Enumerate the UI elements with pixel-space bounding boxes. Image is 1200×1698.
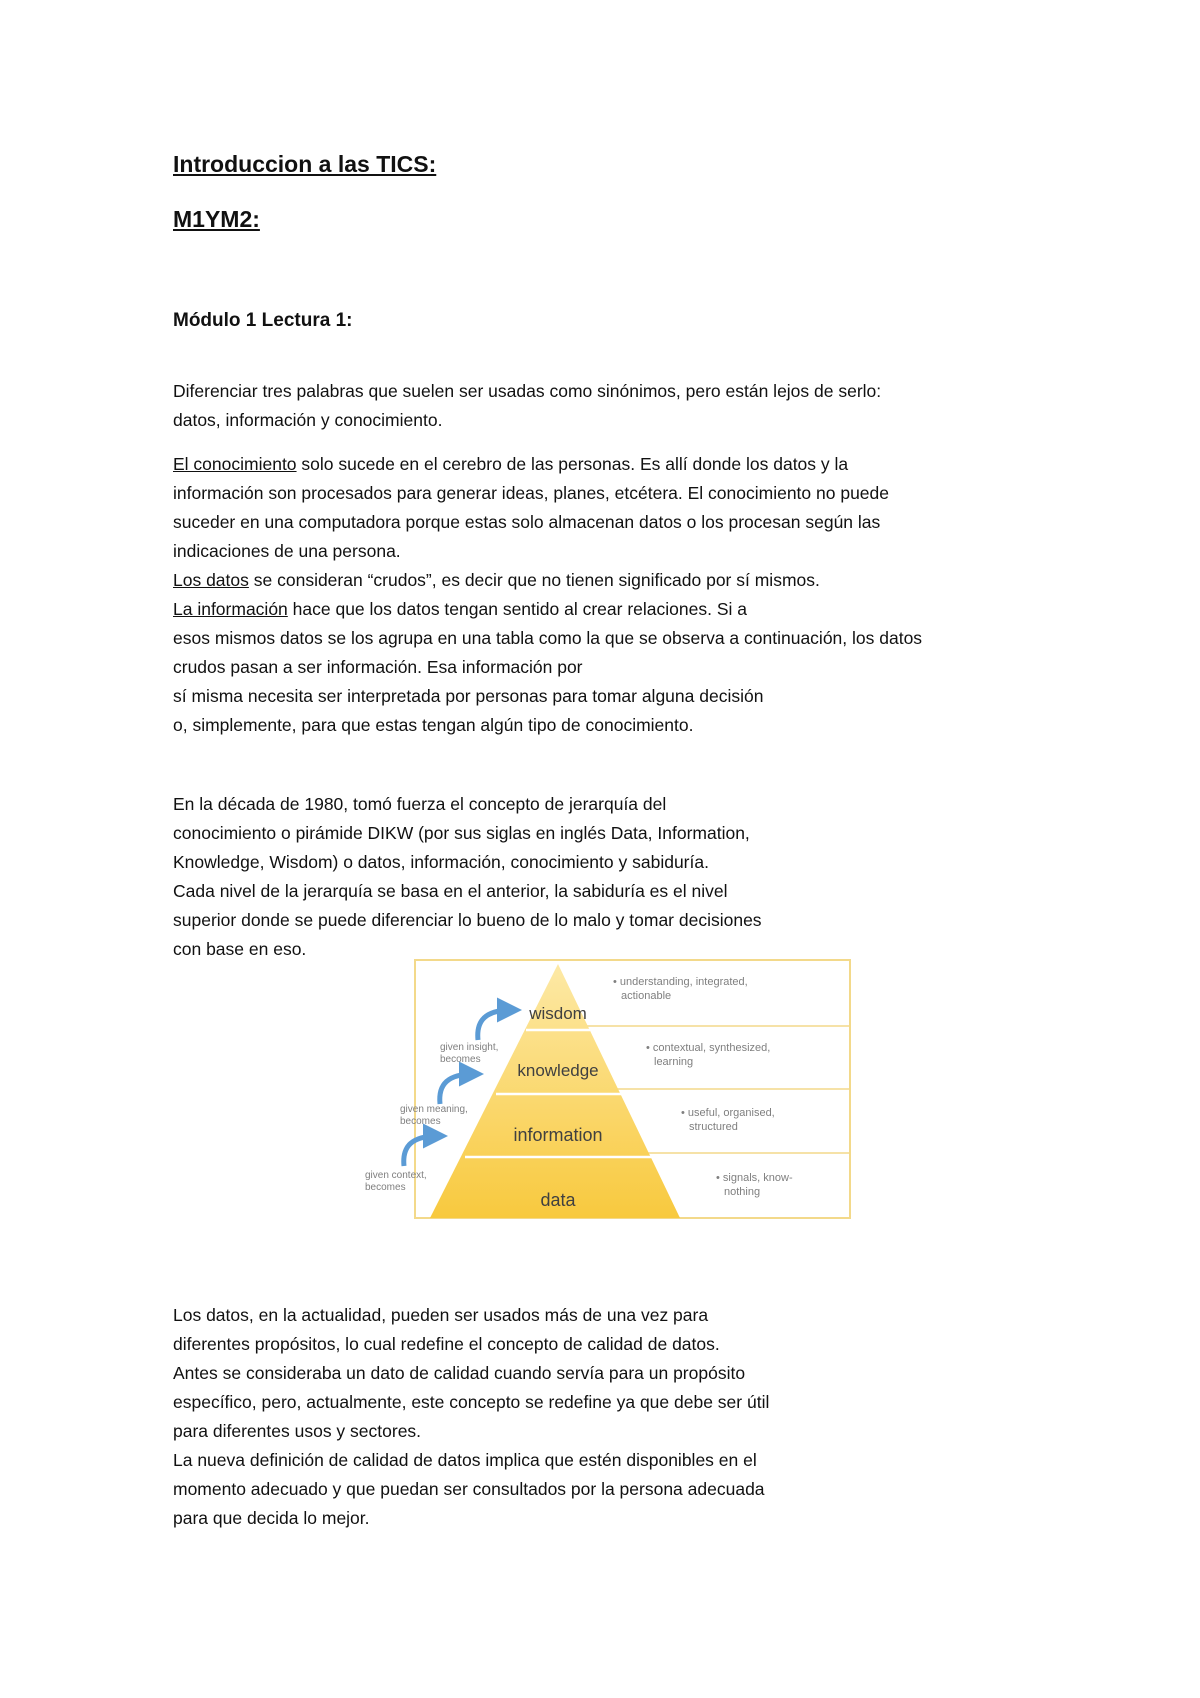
definitions-paragraph [173, 450, 1073, 740]
pyramid-shape [430, 964, 680, 1218]
level-label-knowledge: knowledge [517, 1061, 599, 1080]
text-line: para que decida lo mejor. [173, 1508, 370, 1528]
text-line: diferentes propósitos, lo cual redefine el concepto de calidad de datos. [173, 1334, 720, 1354]
text-line: Knowledge, Wisdom) o datos, información, conocimiento y sabiduría. [173, 852, 709, 872]
text-line: Los datos, en la actualidad, pueden ser usados más de una vez para [173, 1305, 709, 1325]
arrow-icon [478, 1010, 512, 1040]
text-line: esos mismos datos se los agrupa en una tabla como la que se observa a continuación, los datos [173, 628, 923, 648]
text-line: En la década de 1980, tomó fuerza el concepto de jerarquía del [173, 794, 667, 814]
text-line: Diferenciar tres palabras que suelen ser usadas como sinónimos, pero están lejos de serlo: [173, 381, 882, 401]
level-note-knowledge: learning [654, 1056, 694, 1068]
level-note-wisdom: • understanding, integrated, [613, 976, 748, 988]
quality-paragraph [173, 1301, 1073, 1533]
text-line: indicaciones de una persona. [173, 541, 401, 561]
transition-label: given meaning, [400, 1104, 468, 1115]
level-note-information: structured [689, 1121, 738, 1133]
text-line: La nueva definición de calidad de datos implica que estén disponibles en el [173, 1450, 757, 1470]
level-label-wisdom: wisdom [529, 1004, 587, 1023]
dikw-pyramid-figure [360, 958, 860, 1222]
transition-label: becomes [365, 1182, 406, 1193]
definition-conocimiento [173, 450, 1073, 479]
level-note-knowledge: • contextual, synthesized, [646, 1042, 771, 1054]
text-line: crudos pasan a ser información. Esa información por [173, 657, 583, 677]
text-line: para diferentes usos y sectores. [173, 1421, 422, 1441]
document-title: Introduccion a las TICS: [173, 151, 437, 177]
level-label-data: data [540, 1190, 576, 1210]
text-line: información son procesados para generar ideas, planes, etcétera. El conocimiento no puede [173, 483, 889, 503]
text-span: solo sucede en el cerebro de las personas. Es allí donde los datos y la [296, 454, 849, 474]
transition-label: given insight, [440, 1042, 499, 1053]
text-line: Cada nivel de la jerarquía se basa en el anterior, la sabiduría es el nivel [173, 881, 728, 901]
arrow-icon [440, 1074, 474, 1104]
text-line: momento adecuado y que puedan ser consultados por la persona adecuada [173, 1479, 765, 1499]
text-line: Antes se consideraba un dato de calidad cuando servía para un propósito [173, 1363, 746, 1383]
level-note-information: • useful, organised, [681, 1107, 775, 1119]
text-line: suceder en una computadora porque estas solo almacenan datos o los procesan según las [173, 512, 881, 532]
term-conocimiento: El conocimiento [173, 454, 297, 474]
transition-label: given context, [365, 1170, 427, 1181]
dikw-paragraph [173, 790, 1073, 964]
level-note-wisdom: actionable [621, 990, 672, 1002]
transition-label: becomes [400, 1116, 441, 1127]
text-line: conocimiento o pirámide DIKW (por sus siglas en inglés Data, Information, [173, 823, 750, 843]
document-code: M1YM2: [173, 206, 260, 232]
text-line: datos, información y conocimiento. [173, 410, 443, 430]
text-line: o, simplemente, para que estas tengan algún tipo de conocimiento. [173, 715, 694, 735]
arrow-icon [404, 1136, 438, 1166]
section-title: Módulo 1 Lectura 1: [173, 310, 353, 331]
level-label-information: information [513, 1125, 603, 1145]
term-datos: Los datos [173, 570, 249, 590]
text-line: específico, pero, actualmente, este concepto se redefine ya que debe ser útil [173, 1392, 770, 1412]
text-line: sí misma necesita ser interpretada por personas para tomar alguna decisión [173, 686, 764, 706]
text-line: con base en eso. [173, 939, 307, 959]
text-span: se consideran “crudos”, es decir que no tienen significado por sí mismos. [248, 570, 820, 590]
intro-paragraph [173, 377, 1073, 435]
term-informacion: La información [173, 599, 288, 619]
definition-informacion [173, 595, 1073, 624]
transition-label: becomes [440, 1054, 481, 1065]
level-note-data: nothing [724, 1186, 761, 1198]
level-note-data: • signals, know- [716, 1172, 793, 1184]
text-span: hace que los datos tengan sentido al crear relaciones. Si a [287, 599, 747, 619]
definition-datos [173, 566, 1073, 595]
text-line: superior donde se puede diferenciar lo bueno de lo malo y tomar decisiones [173, 910, 762, 930]
